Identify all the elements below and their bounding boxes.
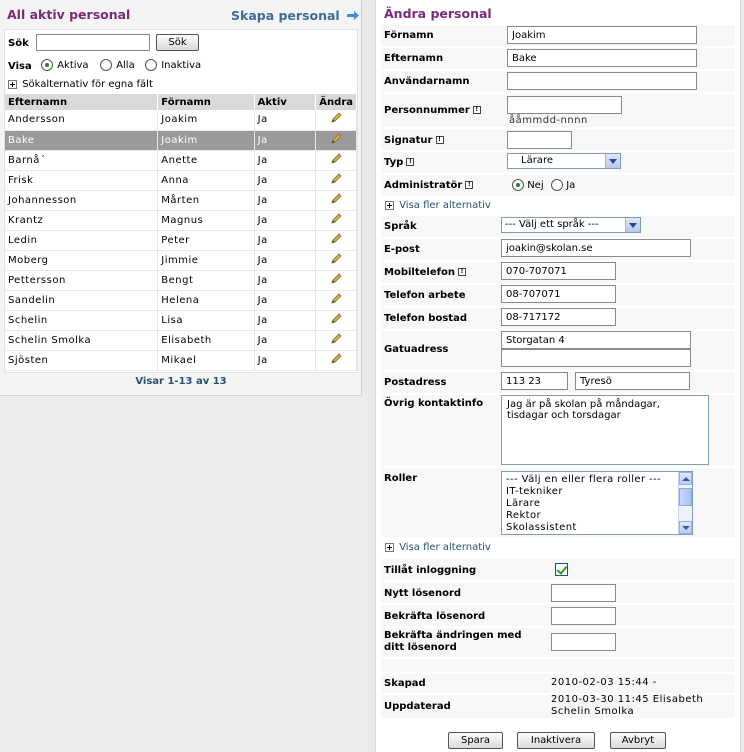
- more-options-label-2: Visa fler alternativ: [399, 542, 491, 553]
- role-option[interactable]: Lärare: [506, 498, 541, 509]
- table-row[interactable]: [5, 170, 357, 190]
- cell-active: Ja: [254, 170, 316, 190]
- cell-firstname[interactable]: Joakim: [158, 130, 254, 150]
- signature-label-wrap: [384, 135, 444, 146]
- staff-list-title: All aktiv personal: [7, 7, 131, 22]
- table-row[interactable]: [5, 290, 357, 310]
- created-value: 2010-02-03 15:44 -: [551, 677, 657, 688]
- col-edit: Ändra: [316, 94, 357, 110]
- cell-edit: [316, 150, 357, 170]
- cell-firstname[interactable]: Jimmie: [158, 250, 254, 270]
- filter-inactive[interactable]: [145, 59, 201, 71]
- custom-fields-label: Sökalternativ för egna fält: [22, 79, 153, 90]
- filter-active-radio[interactable]: [41, 59, 53, 71]
- cell-active: Ja: [254, 150, 316, 170]
- cell-edit: [316, 310, 357, 330]
- type-select[interactable]: [507, 153, 621, 169]
- cell-active: Ja: [254, 130, 316, 150]
- pencil-icon[interactable]: [330, 353, 342, 365]
- info-icon[interactable]: !: [406, 158, 414, 166]
- email-label: E-post: [384, 244, 420, 255]
- cell-active: Ja: [254, 210, 316, 230]
- staff-list-panel: [0, 0, 362, 396]
- table-row[interactable]: [5, 150, 357, 170]
- chevron-down-icon[interactable]: [625, 218, 640, 232]
- info-icon[interactable]: !: [465, 181, 473, 189]
- new-password-label: Nytt lösenord: [384, 588, 462, 599]
- table-header-row: [5, 94, 357, 110]
- cell-lastname[interactable]: Schelin Smolka: [5, 330, 158, 350]
- cell-active: Ja: [254, 250, 316, 270]
- cell-lastname[interactable]: Bake: [5, 130, 158, 150]
- cell-firstname[interactable]: Magnus: [158, 210, 254, 230]
- type-select-value: Lärare: [521, 155, 553, 166]
- phone-work-label: Telefon arbete: [384, 290, 466, 301]
- cell-active: Ja: [254, 230, 316, 250]
- cell-lastname[interactable]: Moberg: [5, 250, 158, 270]
- zip-input[interactable]: [501, 372, 568, 390]
- show-label: Visa: [8, 61, 32, 72]
- scroll-down-icon[interactable]: [679, 521, 692, 534]
- cell-active: Ja: [254, 270, 316, 290]
- role-option[interactable]: Skolassistent: [506, 522, 577, 533]
- cell-firstname[interactable]: Lisa: [158, 310, 254, 330]
- chevron-down-icon[interactable]: [605, 154, 620, 168]
- cell-firstname[interactable]: Anette: [158, 150, 254, 170]
- admin-yes[interactable]: [551, 179, 575, 191]
- updated-value: 2010-03-30 11:45 Elisabeth Schelin Smolka: [551, 694, 704, 717]
- search-input[interactable]: [36, 34, 150, 51]
- pencil-icon[interactable]: [330, 112, 342, 124]
- cell-firstname[interactable]: Anna: [158, 170, 254, 190]
- cell-edit: [316, 230, 357, 250]
- filter-active-label: Aktiva: [57, 60, 89, 71]
- allow-login-checkbox[interactable]: [555, 563, 568, 576]
- type-label: Typ: [384, 157, 404, 168]
- info-icon[interactable]: !: [458, 268, 466, 276]
- created-label: Skapad: [384, 678, 426, 689]
- cell-firstname[interactable]: Bengt: [158, 270, 254, 290]
- lastname-input[interactable]: [507, 49, 697, 67]
- username-input[interactable]: [507, 72, 697, 90]
- expand-icon[interactable]: [385, 201, 394, 210]
- cell-active: Ja: [254, 290, 316, 310]
- create-staff-link[interactable]: [231, 8, 360, 23]
- cell-lastname[interactable]: Ledin: [5, 230, 158, 250]
- phone-home-input[interactable]: [501, 308, 616, 326]
- cell-firstname[interactable]: Mårten: [158, 190, 254, 210]
- table-row[interactable]: [5, 350, 357, 370]
- role-option[interactable]: Rektor: [506, 510, 541, 521]
- filter-active[interactable]: [41, 59, 89, 71]
- table-row[interactable]: [5, 130, 357, 150]
- edit-staff-title: Ändra personal: [384, 6, 492, 21]
- cell-active: Ja: [254, 350, 316, 370]
- table-row[interactable]: [5, 250, 357, 270]
- table-row[interactable]: [5, 330, 357, 350]
- firstname-input[interactable]: [507, 26, 697, 44]
- admin-yes-label: Ja: [566, 180, 576, 191]
- cell-lastname[interactable]: Krantz: [5, 210, 158, 230]
- postal-label: Postadress: [384, 377, 447, 388]
- col-lastname[interactable]: Efternamn: [5, 94, 158, 110]
- phone-work-input[interactable]: [501, 285, 616, 303]
- search-button[interactable]: Sök: [156, 34, 199, 51]
- pencil-icon[interactable]: [330, 133, 342, 145]
- expand-icon[interactable]: [8, 80, 17, 89]
- cell-active: Ja: [254, 110, 316, 130]
- mobile-input[interactable]: [501, 262, 616, 280]
- staff-table: [5, 94, 357, 371]
- personnummer-label: Personnummer: [384, 105, 470, 116]
- personnummer-label-wrap: [384, 105, 481, 116]
- pencil-icon[interactable]: [330, 213, 342, 225]
- cell-lastname[interactable]: Sjösten: [5, 350, 158, 370]
- pager-text: Visar 1-13 av 13: [135, 376, 227, 387]
- roles-label: Roller: [384, 473, 418, 484]
- cell-edit: [316, 270, 357, 290]
- info-icon[interactable]: !: [473, 106, 481, 114]
- confirm-change-label: Bekräfta ändringen med ditt lösenord: [384, 630, 522, 653]
- cell-active: Ja: [254, 330, 316, 350]
- cancel-button[interactable]: Avbryt: [610, 732, 666, 749]
- cell-edit: [316, 110, 357, 130]
- phone-home-label: Telefon bostad: [384, 313, 467, 324]
- admin-no[interactable]: [512, 179, 544, 191]
- pencil-icon[interactable]: [330, 333, 342, 345]
- cell-lastname[interactable]: Frisk: [5, 170, 158, 190]
- filter-all-radio[interactable]: [100, 59, 112, 71]
- cell-lastname[interactable]: Johannesson: [5, 190, 158, 210]
- col-active[interactable]: Aktiv: [254, 94, 316, 110]
- col-firstname[interactable]: Förnamn: [158, 94, 254, 110]
- more-options-toggle-2[interactable]: [385, 542, 491, 553]
- cell-edit: [316, 130, 357, 150]
- cell-lastname[interactable]: Andersson: [5, 110, 158, 130]
- mobile-label-wrap: [384, 267, 466, 278]
- new-password-input[interactable]: [551, 584, 616, 602]
- confirm-password-label: Bekräfta lösenord: [384, 611, 486, 622]
- custom-fields-toggle[interactable]: [8, 79, 153, 90]
- updated-label: Uppdaterad: [384, 701, 451, 712]
- cell-active: Ja: [254, 310, 316, 330]
- cell-firstname[interactable]: Mikael: [158, 350, 254, 370]
- filter-inactive-radio[interactable]: [145, 59, 157, 71]
- scroll-thumb[interactable]: [679, 488, 692, 506]
- filter-inactive-label: Inaktiva: [161, 60, 202, 71]
- other-contact-label: Övrig kontaktinfo: [384, 398, 484, 409]
- roles-listbox[interactable]: [501, 471, 693, 535]
- admin-yes-radio[interactable]: [551, 179, 563, 191]
- cell-edit: [316, 170, 357, 190]
- save-button[interactable]: Spara: [448, 732, 503, 749]
- street-input-1[interactable]: [501, 331, 691, 349]
- type-label-wrap: [384, 157, 414, 168]
- mobile-label: Mobiltelefon: [384, 267, 455, 278]
- confirm-password-input[interactable]: [551, 607, 616, 625]
- pencil-icon[interactable]: [330, 153, 342, 165]
- admin-no-radio[interactable]: [512, 179, 524, 191]
- role-option[interactable]: --- Välj en eller flera roller ---: [506, 474, 662, 485]
- pencil-icon[interactable]: [330, 193, 342, 205]
- language-select-value: --- Välj ett språk ---: [505, 219, 599, 230]
- scroll-up-icon[interactable]: [679, 472, 692, 485]
- cell-edit: [316, 350, 357, 370]
- edit-staff-panel: [375, 0, 741, 752]
- admin-label-wrap: [384, 180, 473, 191]
- language-select[interactable]: [501, 217, 641, 233]
- filter-all-label: Alla: [116, 60, 135, 71]
- username-label: Användarnamn: [384, 76, 470, 87]
- cell-firstname[interactable]: Joakim: [158, 110, 254, 130]
- row-spacer: [381, 659, 735, 673]
- personnummer-hint: ååmmdd-nnnn: [509, 115, 588, 126]
- pencil-icon[interactable]: [330, 313, 342, 325]
- filter-all[interactable]: [100, 59, 135, 71]
- confirm-change-input[interactable]: [551, 633, 616, 651]
- cell-firstname[interactable]: Elisabeth: [158, 330, 254, 350]
- pencil-icon[interactable]: [330, 253, 342, 265]
- city-input[interactable]: [575, 372, 690, 390]
- table-row[interactable]: [5, 190, 357, 210]
- arrow-right-icon: [347, 10, 360, 21]
- table-row[interactable]: [5, 110, 357, 130]
- cell-lastname[interactable]: Sandelin: [5, 290, 158, 310]
- allow-login-label: Tillåt inloggning: [384, 565, 477, 576]
- admin-label: Administratör: [384, 180, 463, 191]
- info-icon[interactable]: !: [436, 136, 444, 144]
- cell-edit: [316, 330, 357, 350]
- cell-firstname[interactable]: Helena: [158, 290, 254, 310]
- cell-active: Ja: [254, 190, 316, 210]
- create-staff-label: Skapa personal: [231, 8, 340, 23]
- street-label: Gatuadress: [384, 344, 449, 355]
- personnummer-input[interactable]: [507, 96, 622, 114]
- email-input[interactable]: [501, 239, 691, 257]
- more-options-label: Visa fler alternativ: [399, 200, 491, 211]
- table-row[interactable]: [5, 230, 357, 250]
- cell-lastname[interactable]: Pettersson: [5, 270, 158, 290]
- roles-scrollbar[interactable]: [678, 472, 692, 534]
- pencil-icon[interactable]: [330, 293, 342, 305]
- inactivate-button[interactable]: Inaktivera: [517, 732, 595, 749]
- cell-lastname[interactable]: Schelin: [5, 310, 158, 330]
- signature-label: Signatur: [384, 135, 433, 146]
- language-label: Språk: [384, 221, 417, 232]
- pencil-icon[interactable]: [330, 173, 342, 185]
- admin-no-label: Nej: [527, 180, 544, 191]
- other-contact-textarea[interactable]: [501, 395, 709, 465]
- expand-icon[interactable]: [385, 543, 394, 552]
- cell-edit: [316, 250, 357, 270]
- table-row[interactable]: [5, 310, 357, 330]
- more-options-toggle[interactable]: [385, 200, 491, 211]
- cell-edit: [316, 210, 357, 230]
- firstname-label: Förnamn: [384, 30, 434, 41]
- role-option[interactable]: IT-tekniker: [506, 486, 563, 497]
- pencil-icon[interactable]: [330, 273, 342, 285]
- pencil-icon[interactable]: [330, 233, 342, 245]
- cell-edit: [316, 290, 357, 310]
- cell-lastname[interactable]: Barnå´: [5, 150, 158, 170]
- table-row[interactable]: [5, 270, 357, 290]
- signature-input[interactable]: [507, 131, 572, 149]
- street-input-2[interactable]: [501, 349, 691, 367]
- lastname-label: Efternamn: [384, 53, 444, 64]
- search-label: Sök: [8, 38, 29, 49]
- cell-edit: [316, 190, 357, 210]
- cell-firstname[interactable]: Peter: [158, 230, 254, 250]
- table-row[interactable]: [5, 210, 357, 230]
